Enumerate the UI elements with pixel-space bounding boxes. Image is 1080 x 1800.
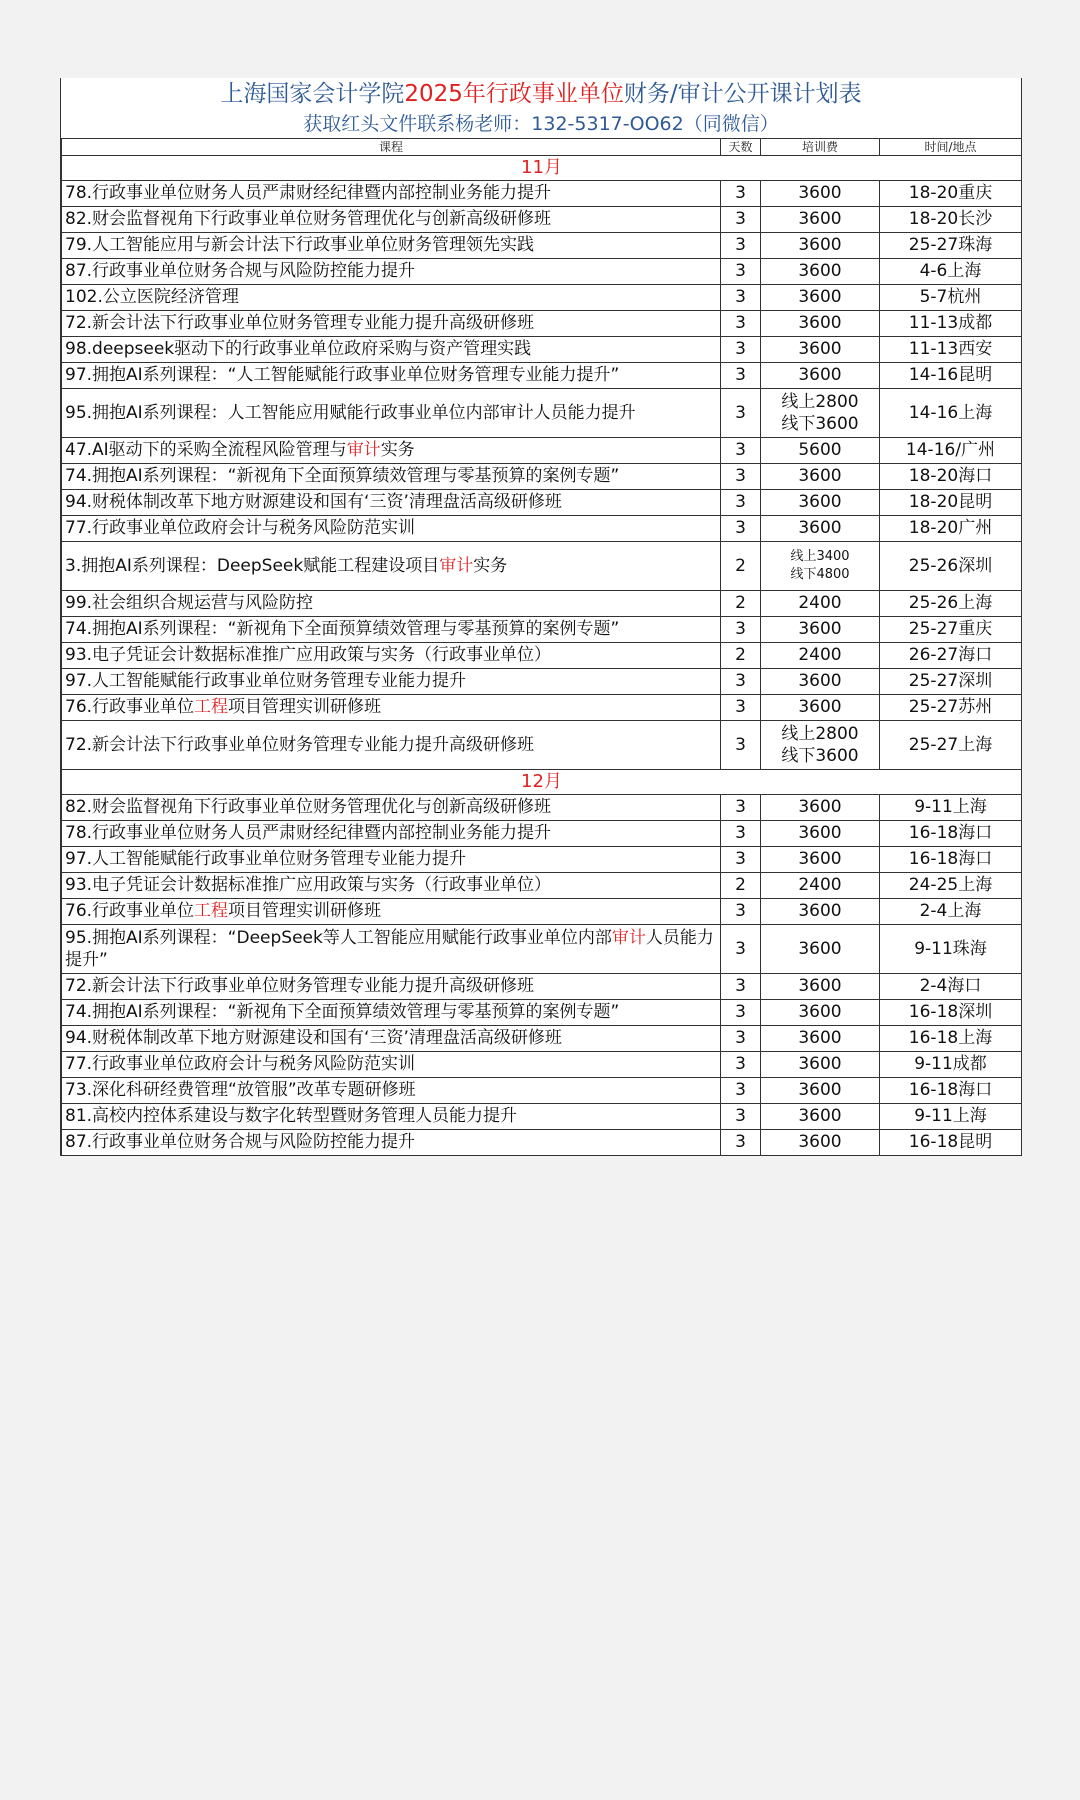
course-cell: 73.深化科研经费管理“放管服”改革专题研修班 xyxy=(62,1078,721,1104)
course-cell: 78.行政事业单位财务人员严肃财经纪律暨内部控制业务能力提升 xyxy=(62,821,721,847)
table-row xyxy=(62,899,1022,925)
course-cell: 74.拥抱AI系列课程：“新视角下全面预算绩效管理与零基预算的案例专题” xyxy=(62,617,721,643)
table-row xyxy=(62,591,1022,617)
days-cell: 3 xyxy=(721,181,761,207)
table-row xyxy=(62,363,1022,389)
days-cell: 3 xyxy=(721,1026,761,1052)
fee-cell: 3600 xyxy=(761,1052,880,1078)
fee-cell: 3600 xyxy=(761,311,880,337)
time-place-cell: 18-20长沙 xyxy=(880,207,1022,233)
fee-cell: 3600 xyxy=(761,1130,880,1156)
contact-line: 获取红头文件联系杨老师：132-5317-OO62（同微信） xyxy=(303,113,779,135)
page-title xyxy=(61,78,1021,110)
days-cell: 3 xyxy=(721,795,761,821)
time-place-cell: 14-16昆明 xyxy=(880,363,1022,389)
time-place-cell: 18-20广州 xyxy=(880,516,1022,542)
table-row xyxy=(62,1000,1022,1026)
fee-cell xyxy=(761,389,880,438)
fee-cell: 3600 xyxy=(761,669,880,695)
course-text: 76.行政事业单位 xyxy=(65,901,195,921)
course-cell: 97.人工智能赋能行政事业单位财务管理专业能力提升 xyxy=(62,847,721,873)
column-header-fee: 培训费 xyxy=(761,139,880,156)
time-place-cell: 26-27海口 xyxy=(880,643,1022,669)
fee-cell: 3600 xyxy=(761,516,880,542)
fee-cell: 3600 xyxy=(761,974,880,1000)
course-cell: 95.拥抱AI系列课程：人工智能应用赋能行政事业单位内部审计人员能力提升 xyxy=(62,389,721,438)
course-cell xyxy=(62,899,721,925)
fee-cell: 3600 xyxy=(761,363,880,389)
fee-online: 线上2800 xyxy=(781,724,859,744)
course-cell: 74.拥抱AI系列课程：“新视角下全面预算绩效管理与零基预算的案例专题” xyxy=(62,1000,721,1026)
course-cell: 72.新会计法下行政事业单位财务管理专业能力提升高级研修班 xyxy=(62,974,721,1000)
fee-offline: 线下3600 xyxy=(781,414,859,434)
fee-cell: 3600 xyxy=(761,617,880,643)
table-row xyxy=(62,438,1022,464)
fee-cell: 3600 xyxy=(761,337,880,363)
time-place-cell: 18-20重庆 xyxy=(880,181,1022,207)
course-cell: 82.财会监督视角下行政事业单位财务管理优化与创新高级研修班 xyxy=(62,207,721,233)
table-row xyxy=(62,847,1022,873)
table-header-row xyxy=(62,139,1022,156)
time-place-cell: 16-18深圳 xyxy=(880,1000,1022,1026)
course-cell: 93.电子凭证会计数据标准推广应用政策与实务（行政事业单位） xyxy=(62,873,721,899)
title-year: 2025年 xyxy=(404,81,486,107)
table-row xyxy=(62,617,1022,643)
days-cell: 3 xyxy=(721,285,761,311)
days-cell: 3 xyxy=(721,438,761,464)
time-place-cell: 25-27上海 xyxy=(880,721,1022,770)
table-row xyxy=(62,1130,1022,1156)
fee-cell: 3600 xyxy=(761,181,880,207)
fee-cell: 3600 xyxy=(761,925,880,974)
course-cell: 99.社会组织合规运营与风险防控 xyxy=(62,591,721,617)
time-place-cell: 14-16/广州 xyxy=(880,438,1022,464)
fee-cell: 3600 xyxy=(761,233,880,259)
table-row xyxy=(62,721,1022,770)
table-row xyxy=(62,695,1022,721)
fee-cell: 3600 xyxy=(761,821,880,847)
fee-cell: 3600 xyxy=(761,795,880,821)
time-place-cell: 4-6上海 xyxy=(880,259,1022,285)
course-cell: 77.行政事业单位政府会计与税务风险防范实训 xyxy=(62,1052,721,1078)
days-cell: 3 xyxy=(721,721,761,770)
fee-cell: 3600 xyxy=(761,847,880,873)
course-cell: 82.财会监督视角下行政事业单位财务管理优化与创新高级研修班 xyxy=(62,795,721,821)
course-cell: 77.行政事业单位政府会计与税务风险防范实训 xyxy=(62,516,721,542)
table-row xyxy=(62,669,1022,695)
days-cell: 3 xyxy=(721,1078,761,1104)
fee-cell xyxy=(761,721,880,770)
fee-cell: 3600 xyxy=(761,285,880,311)
course-text: 项目管理实训研修班 xyxy=(228,697,382,717)
course-cell: 78.行政事业单位财务人员严肃财经纪律暨内部控制业务能力提升 xyxy=(62,181,721,207)
fee-cell: 3600 xyxy=(761,1000,880,1026)
table-row xyxy=(62,1104,1022,1130)
time-place-cell: 25-27重庆 xyxy=(880,617,1022,643)
time-place-cell: 25-26深圳 xyxy=(880,542,1022,591)
table-row xyxy=(62,1078,1022,1104)
table-row xyxy=(62,795,1022,821)
column-header-course: 课程 xyxy=(62,139,721,156)
days-cell: 3 xyxy=(721,516,761,542)
time-place-cell: 2-4海口 xyxy=(880,974,1022,1000)
time-place-cell: 9-11上海 xyxy=(880,1104,1022,1130)
table-row xyxy=(62,542,1022,591)
days-cell: 2 xyxy=(721,542,761,591)
time-place-cell: 25-27珠海 xyxy=(880,233,1022,259)
schedule-sheet xyxy=(60,78,1022,1156)
fee-cell: 3600 xyxy=(761,899,880,925)
title-part1: 上海国家会计学院 xyxy=(220,81,405,107)
time-place-cell: 16-18海口 xyxy=(880,847,1022,873)
days-cell: 3 xyxy=(721,363,761,389)
time-place-cell: 16-18上海 xyxy=(880,1026,1022,1052)
time-place-cell: 11-13成都 xyxy=(880,311,1022,337)
fee-online: 线上3400 xyxy=(790,549,850,564)
time-place-cell: 9-11珠海 xyxy=(880,925,1022,974)
course-table xyxy=(61,138,1022,1156)
fee-cell: 2400 xyxy=(761,643,880,669)
course-cell: 74.拥抱AI系列课程：“新视角下全面预算绩效管理与零基预算的案例专题” xyxy=(62,464,721,490)
course-cell: 87.行政事业单位财务合规与风险防控能力提升 xyxy=(62,259,721,285)
course-cell: 98.deepseek驱动下的行政事业单位政府采购与资产管理实践 xyxy=(62,337,721,363)
time-place-cell: 9-11上海 xyxy=(880,795,1022,821)
table-row xyxy=(62,207,1022,233)
course-cell: 81.高校内控体系建设与数字化转型暨财务管理人员能力提升 xyxy=(62,1104,721,1130)
days-cell: 3 xyxy=(721,899,761,925)
course-cell xyxy=(62,925,721,974)
course-cell: 102.公立医院经济管理 xyxy=(62,285,721,311)
table-row xyxy=(62,181,1022,207)
fee-cell: 5600 xyxy=(761,438,880,464)
days-cell: 3 xyxy=(721,311,761,337)
course-highlight: 审计 xyxy=(346,440,381,460)
table-row xyxy=(62,285,1022,311)
table-row xyxy=(62,643,1022,669)
course-text: 实务 xyxy=(380,440,415,460)
column-header-time-place: 时间/地点 xyxy=(880,139,1022,156)
course-cell: 97.人工智能赋能行政事业单位财务管理专业能力提升 xyxy=(62,669,721,695)
days-cell: 3 xyxy=(721,1000,761,1026)
course-cell: 94.财税体制改革下地方财源建设和国有‘三资’清理盘活高级研修班 xyxy=(62,490,721,516)
table-row xyxy=(62,490,1022,516)
fee-cell: 3600 xyxy=(761,1104,880,1130)
table-row xyxy=(62,337,1022,363)
days-cell: 3 xyxy=(721,669,761,695)
course-cell: 97.拥抱AI系列课程：“人工智能赋能行政事业单位财务管理专业能力提升” xyxy=(62,363,721,389)
days-cell: 3 xyxy=(721,925,761,974)
fee-cell: 3600 xyxy=(761,464,880,490)
table-row xyxy=(62,821,1022,847)
fee-cell: 3600 xyxy=(761,1078,880,1104)
column-header-days: 天数 xyxy=(721,139,761,156)
course-text: 项目管理实训研修班 xyxy=(228,901,382,921)
days-cell: 3 xyxy=(721,847,761,873)
table-row xyxy=(62,464,1022,490)
course-cell: 72.新会计法下行政事业单位财务管理专业能力提升高级研修班 xyxy=(62,721,721,770)
table-row xyxy=(62,974,1022,1000)
days-cell: 3 xyxy=(721,259,761,285)
days-cell: 3 xyxy=(721,1104,761,1130)
table-body xyxy=(62,156,1022,1156)
days-cell: 3 xyxy=(721,974,761,1000)
days-cell: 3 xyxy=(721,821,761,847)
month-label: 12月 xyxy=(62,770,1022,795)
table-row xyxy=(62,1026,1022,1052)
time-place-cell: 25-26上海 xyxy=(880,591,1022,617)
days-cell: 2 xyxy=(721,643,761,669)
table-row xyxy=(62,259,1022,285)
time-place-cell: 18-20海口 xyxy=(880,464,1022,490)
course-cell: 94.财税体制改革下地方财源建设和国有‘三资’清理盘活高级研修班 xyxy=(62,1026,721,1052)
time-place-cell: 2-4上海 xyxy=(880,899,1022,925)
days-cell: 3 xyxy=(721,1052,761,1078)
course-text: 95.拥抱AI系列课程：“DeepSeek等人工智能应用赋能行政事业单位内部 xyxy=(65,928,612,948)
time-place-cell: 16-18海口 xyxy=(880,1078,1022,1104)
days-cell: 3 xyxy=(721,695,761,721)
time-place-cell: 9-11成都 xyxy=(880,1052,1022,1078)
time-place-cell: 14-16上海 xyxy=(880,389,1022,438)
time-place-cell: 11-13西安 xyxy=(880,337,1022,363)
fee-cell: 3600 xyxy=(761,1026,880,1052)
course-text: 人员能力提升” xyxy=(65,928,714,970)
course-cell xyxy=(62,542,721,591)
days-cell: 3 xyxy=(721,617,761,643)
title-part2: 财务/审计公开课计划表 xyxy=(623,81,862,107)
month-row xyxy=(62,156,1022,181)
course-highlight: 工程 xyxy=(194,697,229,717)
fee-online: 线上2800 xyxy=(781,392,859,412)
course-cell: 79.人工智能应用与新会计法下行政事业单位财务管理领先实践 xyxy=(62,233,721,259)
table-row xyxy=(62,311,1022,337)
table-row xyxy=(62,873,1022,899)
table-row xyxy=(62,389,1022,438)
time-place-cell: 16-18昆明 xyxy=(880,1130,1022,1156)
days-cell: 3 xyxy=(721,490,761,516)
fee-cell: 3600 xyxy=(761,490,880,516)
fee-cell: 2400 xyxy=(761,873,880,899)
month-label: 11月 xyxy=(62,156,1022,181)
course-text: 47.AI驱动下的采购全流程风险管理与 xyxy=(65,440,347,460)
days-cell: 3 xyxy=(721,389,761,438)
days-cell: 2 xyxy=(721,591,761,617)
time-place-cell: 25-27深圳 xyxy=(880,669,1022,695)
course-cell: 87.行政事业单位财务合规与风险防控能力提升 xyxy=(62,1130,721,1156)
fee-offline: 线下4800 xyxy=(790,567,850,582)
table-row xyxy=(62,1052,1022,1078)
month-row xyxy=(62,770,1022,795)
fee-cell xyxy=(761,542,880,591)
fee-cell: 3600 xyxy=(761,207,880,233)
course-cell xyxy=(62,438,721,464)
days-cell: 3 xyxy=(721,337,761,363)
course-text: 3.拥抱AI系列课程：DeepSeek赋能工程建设项目 xyxy=(65,555,440,576)
fee-cell: 3600 xyxy=(761,695,880,721)
course-text: 实务 xyxy=(473,555,508,576)
time-place-cell: 25-27苏州 xyxy=(880,695,1022,721)
days-cell: 3 xyxy=(721,464,761,490)
time-place-cell: 5-7杭州 xyxy=(880,285,1022,311)
course-cell: 93.电子凭证会计数据标准推广应用政策与实务（行政事业单位） xyxy=(62,643,721,669)
course-highlight: 审计 xyxy=(611,928,646,948)
fee-cell: 2400 xyxy=(761,591,880,617)
course-cell: 72.新会计法下行政事业单位财务管理专业能力提升高级研修班 xyxy=(62,311,721,337)
fee-cell: 3600 xyxy=(761,259,880,285)
time-place-cell: 18-20昆明 xyxy=(880,490,1022,516)
days-cell: 3 xyxy=(721,207,761,233)
fee-offline: 线下3600 xyxy=(781,746,859,766)
course-highlight: 工程 xyxy=(194,901,229,921)
days-cell: 3 xyxy=(721,1130,761,1156)
course-highlight: 审计 xyxy=(439,555,474,576)
table-row xyxy=(62,516,1022,542)
time-place-cell: 16-18海口 xyxy=(880,821,1022,847)
table-row xyxy=(62,233,1022,259)
days-cell: 2 xyxy=(721,873,761,899)
title-highlight: 行政事业单位 xyxy=(485,81,624,107)
days-cell: 3 xyxy=(721,233,761,259)
time-place-cell: 24-25上海 xyxy=(880,873,1022,899)
course-text: 76.行政事业单位 xyxy=(65,697,195,717)
course-cell xyxy=(62,695,721,721)
table-row xyxy=(62,925,1022,974)
